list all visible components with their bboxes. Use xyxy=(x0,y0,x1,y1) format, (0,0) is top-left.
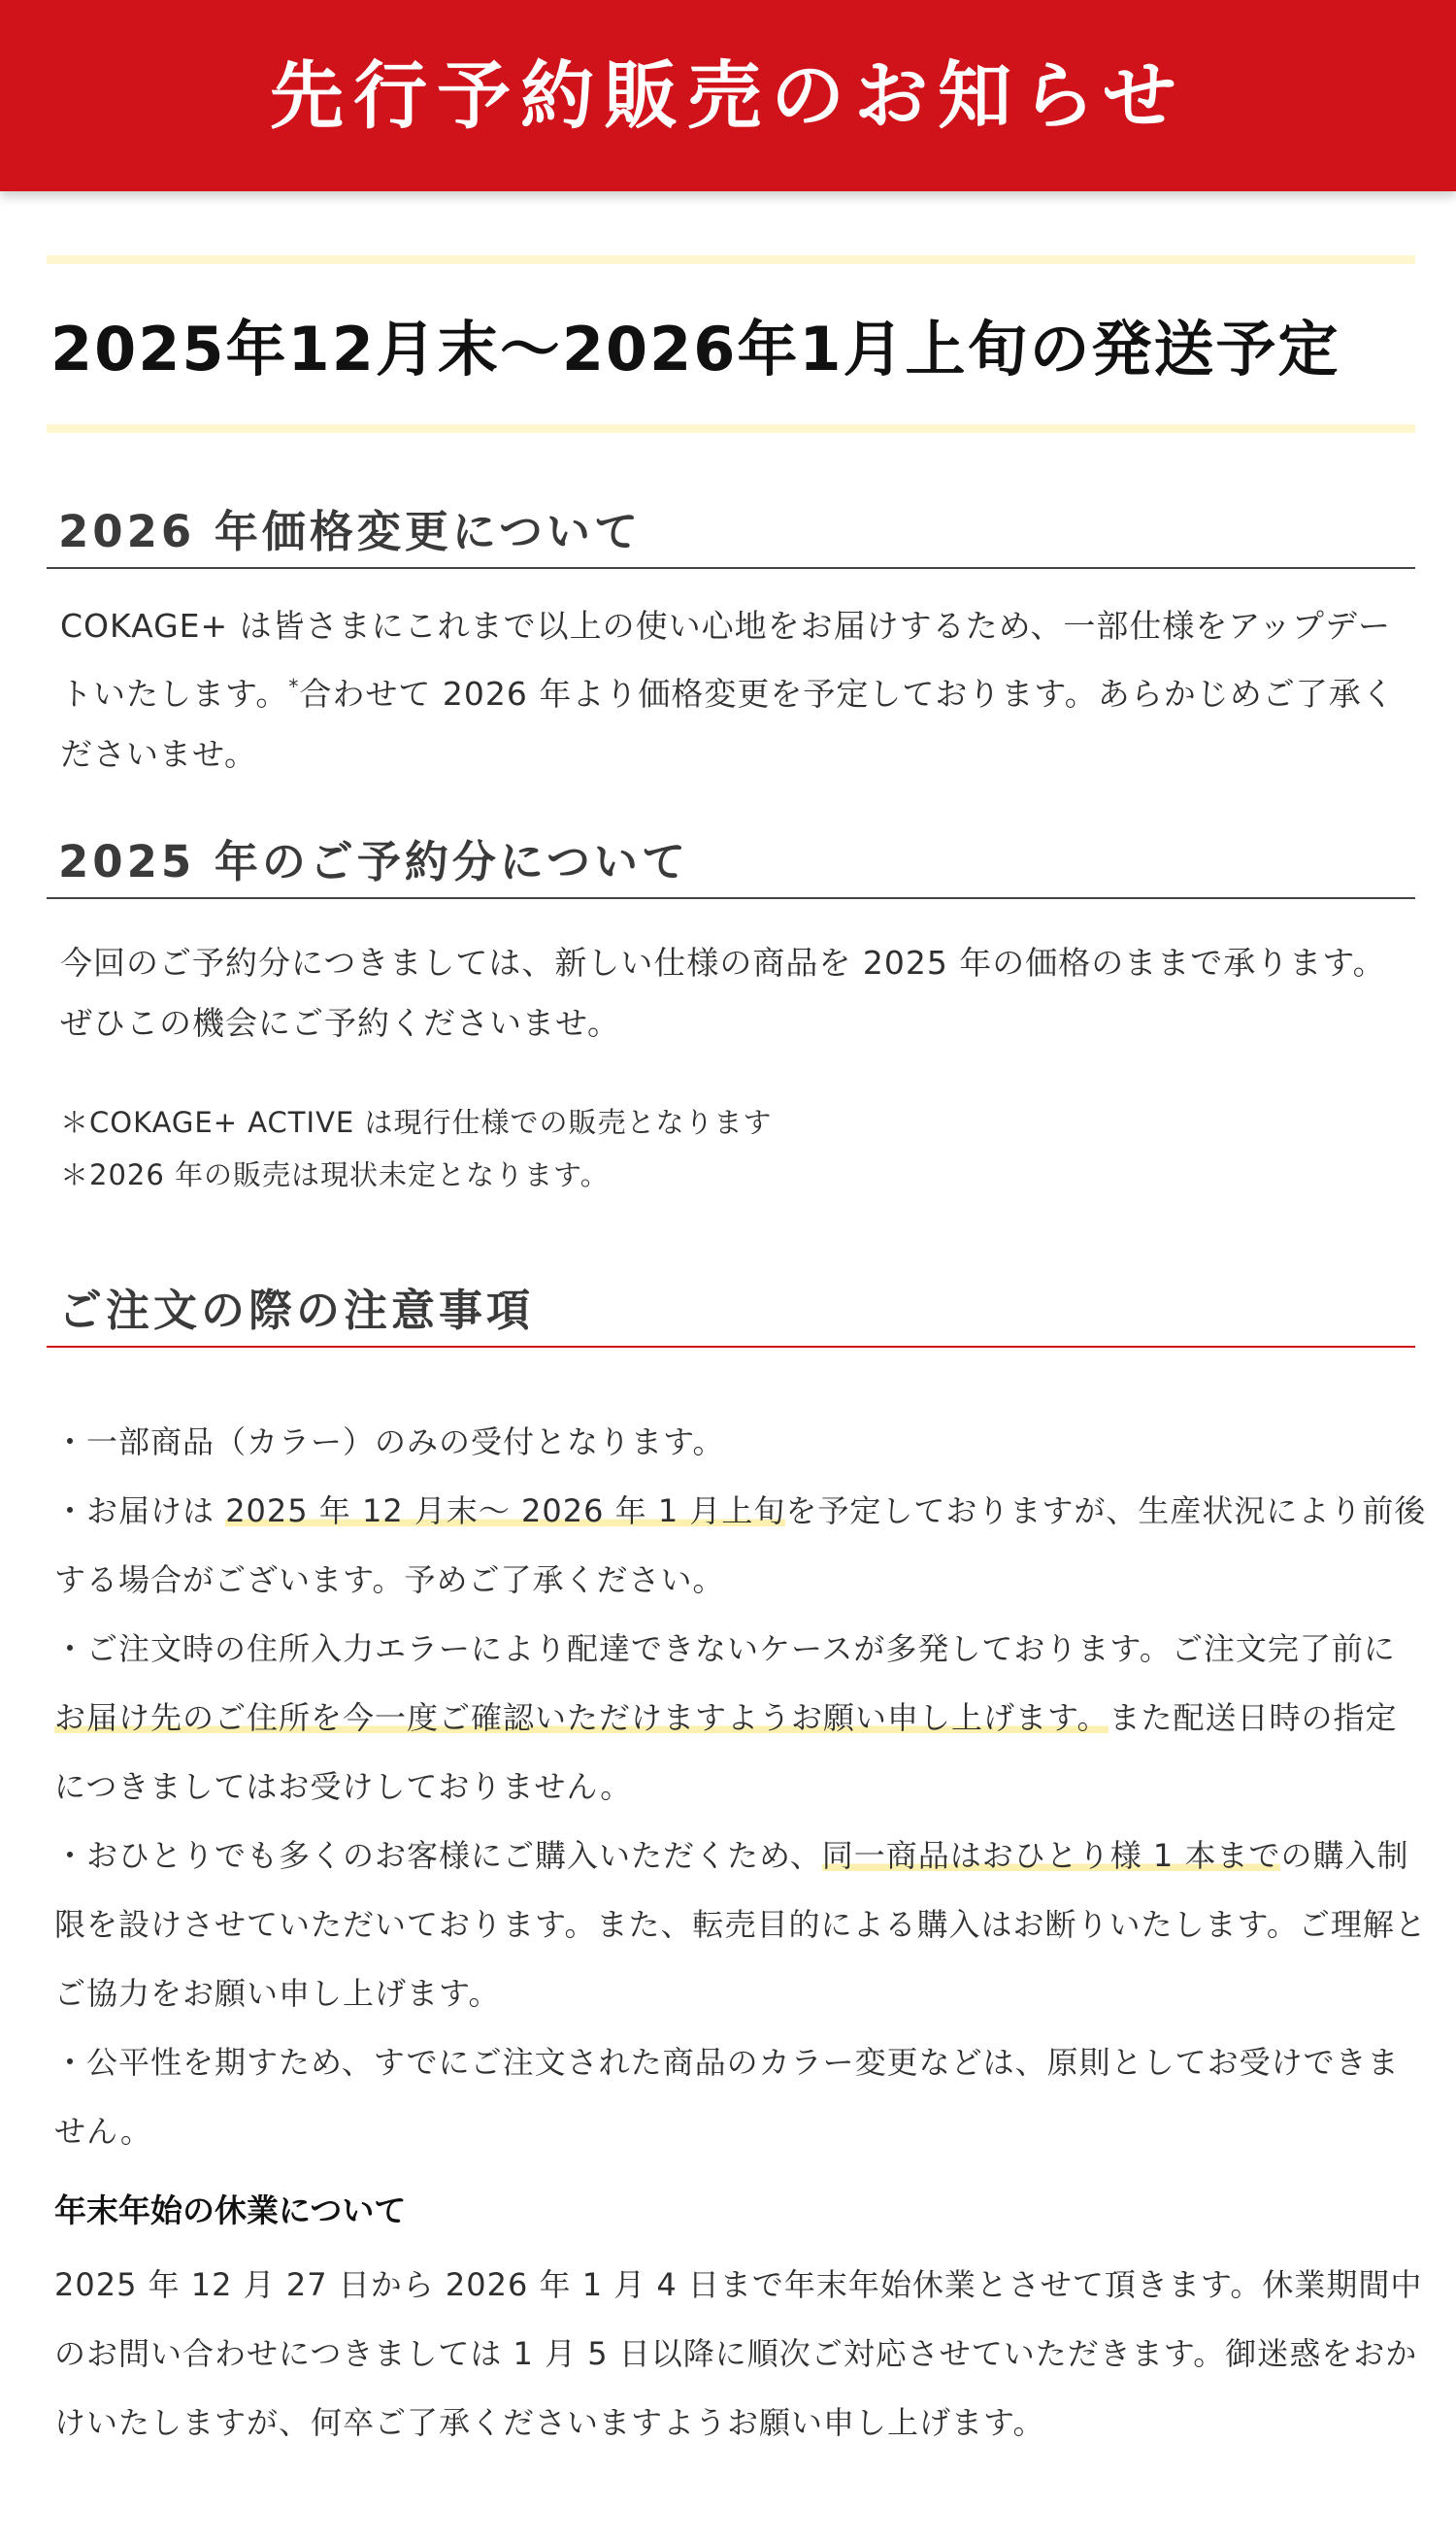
holiday-text: 2025 年 12 月 27 日から 2026 年 1 月 4 日まで年末年始休業とさせて頂きます。休業期間中のお問い合わせにつきましては 1 月 5 日以降に順次ご対応させていただきます。御迷惑をおかけいたしますが、何卒ご了承くださいますようお願い申し上げます。 xyxy=(54,2266,1423,2441)
notice-item-text: ・公平性を期すため、すでにご注文された商品のカラー変更などは、原則としてお受けできません。 xyxy=(54,2044,1400,2150)
shipping-schedule-heading: 2025年12月末～2026年1月上旬の発送予定 xyxy=(50,314,1340,385)
notice-item-text: ・おひとりでも多くのお客様にご購入いただくため、 xyxy=(54,1837,822,1874)
holiday-heading: 年末年始の休業について xyxy=(54,2191,407,2229)
price-change-text xyxy=(60,596,1415,785)
price-change-text-rest: 合わせて 2026 年より価格変更を予定しております。あらかじめご了承くださいませ。 xyxy=(60,675,1395,773)
notice-item xyxy=(54,1477,1427,1615)
notice-item-text: ・ご注文時の住所入力エラーにより配達できないケースが多発しております。ご注文完了前に xyxy=(54,1630,1396,1667)
notice-item xyxy=(54,1408,1427,1477)
notice-item-text: を予定しておりますが、生産状況により前後する場合がございます。予めご了承ください。 xyxy=(54,1492,1427,1598)
yellow-divider-top xyxy=(47,255,1415,264)
price-change-heading: 2026 年価格変更について xyxy=(47,503,1415,569)
notice-item xyxy=(54,1615,1427,1822)
notice-item xyxy=(54,2028,1427,2166)
highlighted-text: 同一商品はおひとり様 1 本まで xyxy=(821,1837,1281,1874)
banner-title: 先行予約販売のお知らせ xyxy=(270,51,1186,139)
notice-item-text: ・一部商品（カラー）のみの受付となります。 xyxy=(54,1423,725,1460)
reservation-note: ＊2026 年の販売は現状未定となります。 xyxy=(60,1158,610,1191)
order-notice-heading: ご注文の際の注意事項 xyxy=(47,1282,1415,1348)
highlighted-text: お届け先のご住所を今一度ご確認いただけますようお願い申し上げます。 xyxy=(54,1699,1109,1736)
announcement-banner xyxy=(0,0,1456,191)
reservation-text: 今回のご予約分につきましては、新しい仕様の商品を 2025 年の価格のままで承ります。ぜひこの機会にご予約くださいませ。 xyxy=(60,944,1386,1042)
notice-item-text: ・お届けは xyxy=(54,1492,226,1529)
highlighted-text: 2025 年 12 月末～ 2026 年 1 月上旬 xyxy=(225,1492,786,1529)
notice-item-text: の購入制限を設けさせていただいております。また、転売目的による購入はお断りいたします。ご理解とご協力をお願い申し上げます。 xyxy=(54,1837,1427,2012)
footnote-mark: * xyxy=(288,675,300,698)
reservation-note: ＊COKAGE+ ACTIVE は現行仕様での販売となります xyxy=(60,1106,773,1139)
order-notice-list xyxy=(54,1408,1427,2166)
notice-item xyxy=(54,1822,1427,2028)
yellow-divider-bottom xyxy=(47,424,1415,433)
reservation-heading: 2025 年のご予約分について xyxy=(47,833,1415,899)
price-change-text-main: COKAGE+ は皆さまにこれまで以上の使い心地をお届けするため、一部仕様をアップデートいたします。 xyxy=(60,607,1392,713)
notice-item-text: また配送日時の指定につきましてはお受けしておりません。 xyxy=(54,1699,1398,1805)
